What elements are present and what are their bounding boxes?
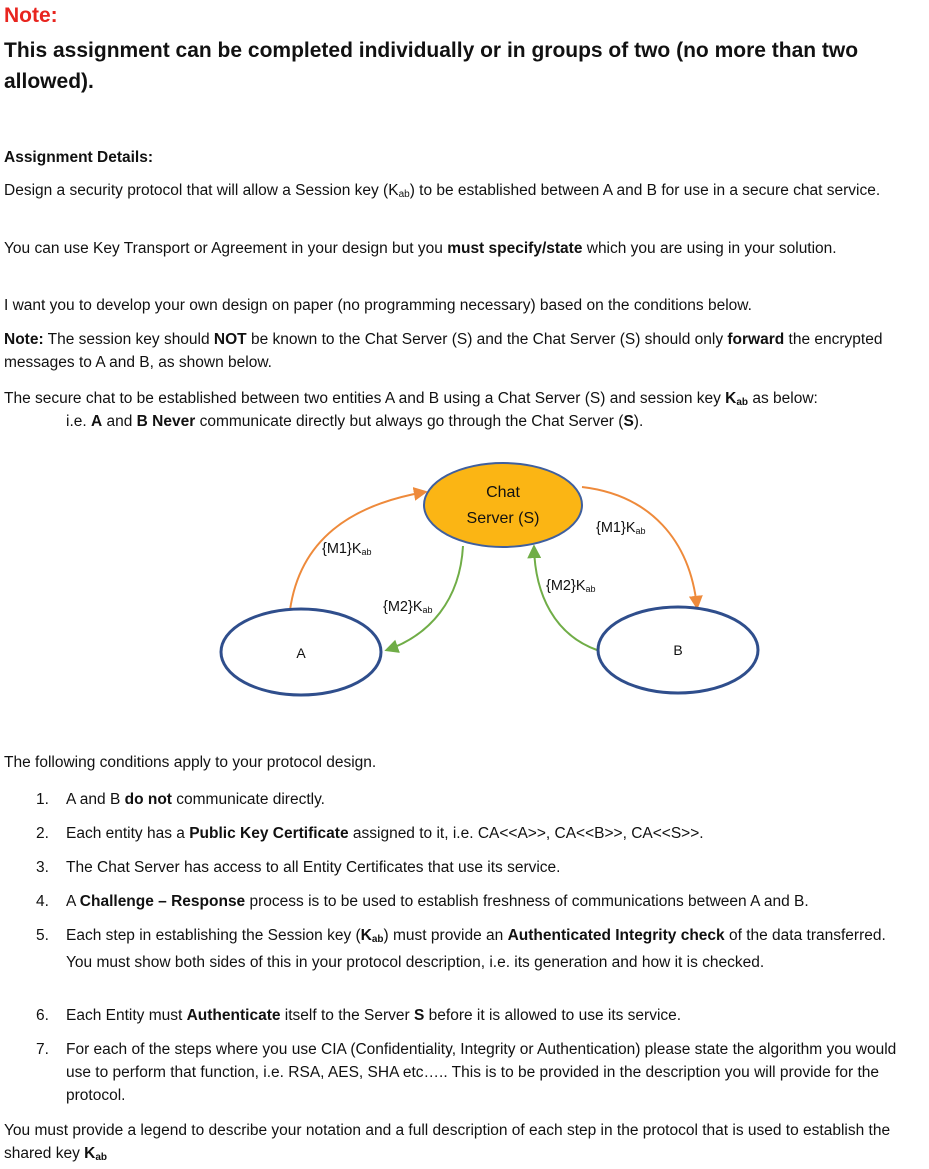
server-label-line2: Server (S) <box>466 510 540 527</box>
entity-b-label: B <box>673 642 683 658</box>
conditions-intro: The following conditions apply to your protocol design. <box>4 754 377 771</box>
note-headline: This assignment can be completed individually or in groups of two (no more than two allowed). <box>4 39 859 93</box>
note-label: Note: <box>4 4 58 27</box>
arrow-server-to-b <box>582 487 697 607</box>
paragraph-never-direct: i.e. A and B Never communicate directly but always go through the Chat Server (S). <box>66 413 644 430</box>
label-m1-right: {M1}Kab <box>596 520 646 536</box>
closing-paragraph: You must provide a legend to describe your notation and a full description of each step in the protocol that is used to establish the shared key $K_{ab}$ <box>4 1122 891 1163</box>
paragraph-secure-chat: The secure chat to be established between two entities A and B using a Chat Server (S) and session key $K_{ab}$ as below: <box>4 390 818 408</box>
entity-a-label: A <box>296 645 306 661</box>
arrow-server-to-a <box>387 546 463 650</box>
assignment-details-heading: Assignment Details: <box>4 149 154 166</box>
paragraph-key-transport: You can use Key Transport or Agreement in your design but you must specify/state which you are using in your solution. <box>4 240 837 257</box>
paragraph-session-key-note: Note: The session key should NOT be known to the Chat Server (S) and the Chat Server (S) should only forward the encrypted messages to A and B, as shown below. <box>4 331 883 371</box>
paragraph-own-design: I want you to develop your own design on paper (no programming necessary) based on the conditions below. <box>4 297 752 314</box>
chat-protocol-diagram <box>0 440 929 710</box>
chat-server-node <box>424 463 582 547</box>
label-m2-right: {M2}Kab <box>546 578 596 594</box>
arrow-b-to-server <box>534 547 597 650</box>
server-label-line1: Chat <box>486 484 520 501</box>
label-m1-left: {M1}Kab <box>322 541 372 557</box>
paragraph-session-key: Design a security protocol that will allow a Session key $(K_{ab})$ to be established between A and B for use in a secure chat service. <box>4 182 881 200</box>
label-m2-left: {M2}Kab <box>383 599 433 615</box>
